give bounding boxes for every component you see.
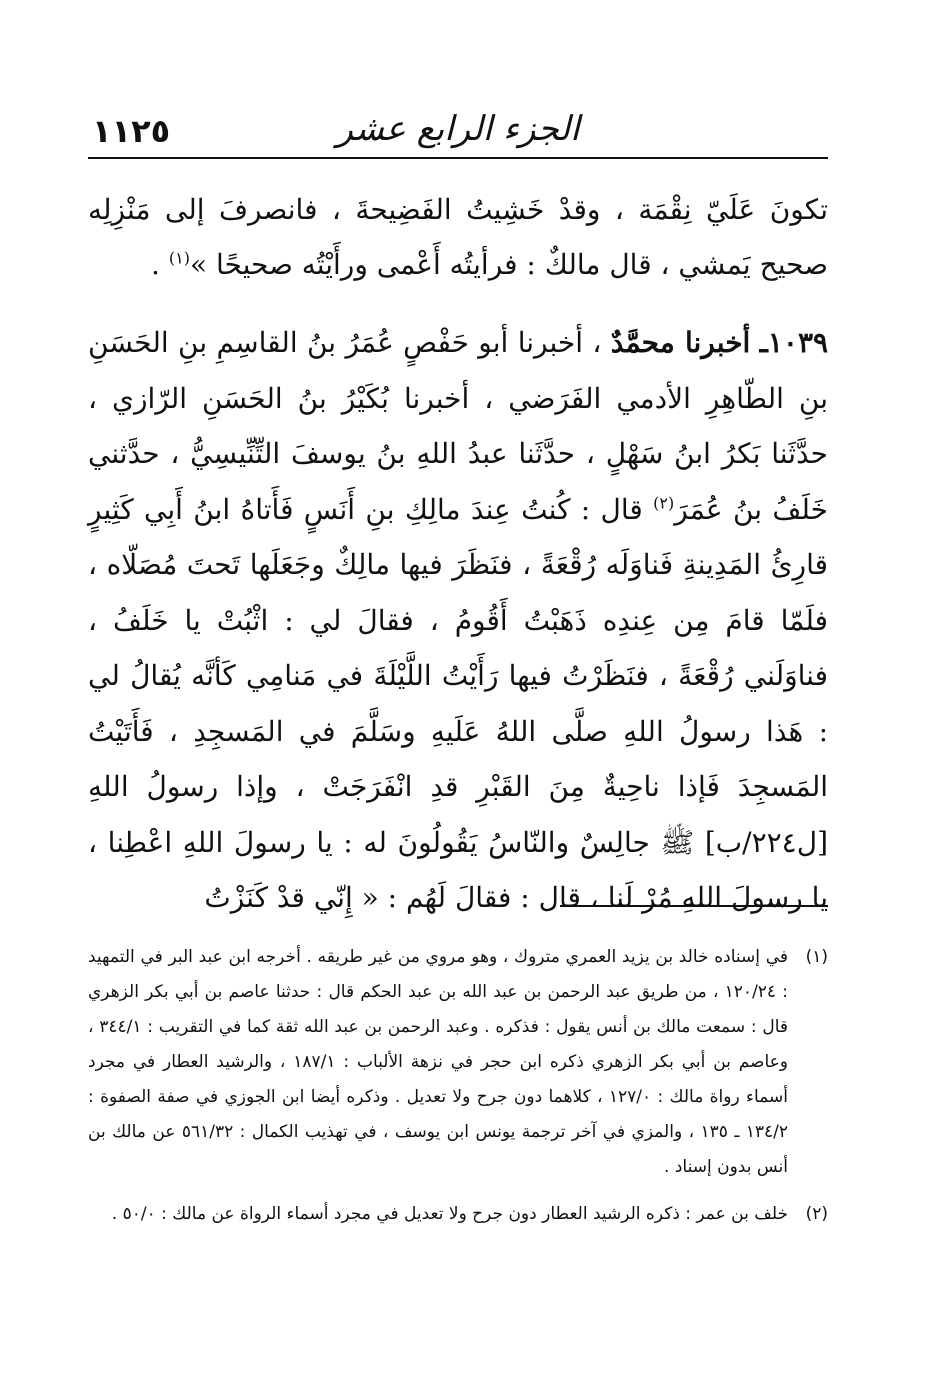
hadith-paragraph — [88, 315, 828, 926]
hadith-text: قال : كُنتُ عِندَ مالِكِ بنِ أَنَسٍ فَأَتاهُ ابنُ أَبِي كَثِيرٍ قارِئُ المَدِينةِ فَناوَلَه رُقْعَةً ، فنَظَرَ فيها مالِكٌ وجَعَلَها تَحتَ مُصَلّاه ، فلَمّا قامَ مِن عِندِه ذَهَبْتُ أَقُومُ ، فقالَ لي : اثْبُتْ يا خَلَفُ ، فناوَلَني رُقْعَةً ، فنَظَرْتُ فيها رَأَيْتُ اللَّيْلَةَ في مَنامِي كَأنَّه يُقالُ لي : هَذا رسولُ اللهِ صلَّى اللهُ عَلَيهِ وسَلَّمَ في المَسجِدِ ، فَأَتَيْتُ المَسجِدَ فَإذا ناحِيةٌ مِنَ القَبْرِ قدِ انْفَرَجَتْ ، وإذا رسولُ اللهِ [ل٢٢٤/ب] ﷺ جالِسٌ والنّاسُ يَقُولُونَ له : يا رسولَ اللهِ اعْطِنا ، يا رسولَ اللهِ مُرْ لَنا ، قال : فقالَ لَهُم : « إِنّي قدْ كَنَزْتُ — [88, 492, 828, 914]
hadith-number: ١٠٣٩ـ — [759, 326, 829, 359]
footnotes — [88, 940, 828, 1244]
footnote-ref-1: (١) — [168, 248, 190, 268]
footnote-number: (٢) — [805, 1204, 828, 1224]
footnote-separator — [560, 905, 828, 907]
running-title: الجزء الرابع عشر — [336, 109, 580, 149]
page-header — [88, 105, 828, 159]
footnote-text: خلف بن عمر : ذكره الرشيد العطار دون جرح ولا تعديل في مجرد أسماء الرواة عن مالك : ٥٠/٠ . — [111, 1204, 788, 1224]
continuation-text: تكونَ عَلَيّ نِقْمَة ، وقدْ خَشِيتُ الفَضِيحةَ ، فانصرفَ إلى مَنْزِلِه صحيح يَمشي ، قال مالكٌ : فرأيتُه أَعْمى ورأَيْتُه صحيحًا » — [88, 193, 828, 281]
hadith-opening: أخبرنا محمَّدٌ — [610, 326, 751, 359]
footnote-1 — [88, 940, 828, 1185]
footnote-ref-2: (٢) — [653, 493, 675, 513]
continuation-end: . — [151, 248, 169, 281]
hadith-chain: ، أخبرنا أبو حَفْصٍ عُمَرُ بنُ القاسِمِ بنِ الحَسَنِ بنِ الطّاهِرِ الأدمي الفَرَضي ، أخبرنا بُكَيْرُ بنُ الحَسَنِ الرّازي ، حدَّثَنا بَكرُ ابنُ سَهْلٍ ، حدَّثَنا عبدُ اللهِ بنُ يوسفَ التِّنِّيسِيُّ ، حدَّثني خَلَفُ بنُ عُمَرَ — [88, 326, 828, 526]
footnote-text: في إسناده خالد بن يزيد العمري متروك ، وهو مروي من غير طريقه . أخرجه ابن عبد البر في التمهيد : ١٢٠/٢٤ ، من طريق عبد الرحمن بن عبد الله بن عبد الحكم قال : حدثنا عاصم بن أبي بكر الزهري قال : سمعت مالك بن أنس يقول : فذكره . وعبد الرحمن بن عبد الله ثقة كما في التقريب : ٣٤٤/١ ، وعاصم بن أبي بكر الزهري ذكره ابن حجر في نزهة الألباب : ١٨٧/١ ، والرشيد العطار في مجرد أسماء رواة مالك : ١٢٧/٠ ، كلاهما دون جرح ولا تعديل . وذكره أيضا ابن الجوزي في صفة الصفوة : ١٣٤/٢ ـ ١٣٥ ، والمزي في آخر ترجمة يونس ابن يوسف ، في تهذيب الكمال : ٥٦١/٣٢ عن مالك بن أنس بدون إسناد . — [88, 947, 789, 1177]
footnote-2 — [88, 1197, 828, 1232]
footnote-number: (١) — [805, 947, 828, 967]
continuation-paragraph — [88, 182, 828, 292]
page-number: ١١٢٥ — [92, 112, 171, 150]
